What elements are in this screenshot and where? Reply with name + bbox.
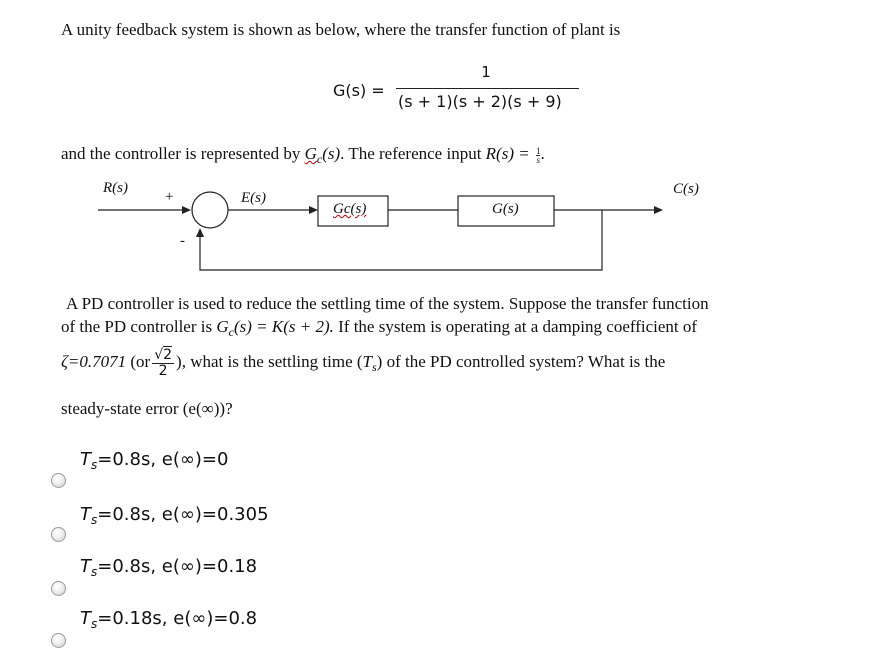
option-3-label: $T_s=0.8s$, e(∞)=0.18	[80, 556, 258, 579]
feedback-arrowhead	[196, 228, 204, 237]
input-arrowhead	[182, 206, 191, 214]
intro-text: A unity feedback system is shown as below, where the transfer function of plant is	[61, 20, 621, 39]
plant-block-label: G(s)	[492, 201, 519, 217]
plant-lhs: G(s) =	[333, 81, 385, 100]
sentence-end: .	[540, 144, 545, 163]
option-1-radio[interactable]	[51, 473, 66, 488]
zeta-value: ζ=0.7071	[61, 351, 127, 371]
gc-arg: (s)	[322, 144, 341, 163]
option-1-label: $T_s=0.8s$, e(∞)=0	[80, 449, 229, 472]
e-label: E(s)	[241, 190, 266, 206]
diagram-lines	[0, 0, 893, 290]
pd-line-2: of the PD controller is $G_c(s) = K(s + 2)$. If the system is operating at a damping coefficient of	[61, 317, 698, 339]
sqrt2-over-2: $\frac{√2}{2}$	[154, 347, 173, 379]
pd-gc-term: $G_c$	[216, 317, 234, 339]
pd-line-1: A PD controller is used to reduce the settling time of the system. Suppose the transfer function	[66, 294, 709, 313]
plus-sign: +	[165, 189, 174, 205]
plant-denominator: (s + 1)(s + 2)(s + 9)	[398, 92, 562, 111]
option-2-label: $T_s=0.8s$, e(∞)=0.305	[80, 504, 269, 527]
pd-equation: (s) = K(s + 2).	[233, 317, 334, 336]
gc-term: $G_c$	[304, 144, 323, 166]
pd-line-4: steady-state error (e(∞))?	[61, 399, 233, 418]
minus-sign: -	[180, 233, 185, 249]
pd-line-3: ζ=0.7071 ($or \frac{√2}{2}$ ), what is the settling time $(T_s)$ of the PD controlled system? What is the	[61, 347, 666, 379]
option-4-label: $T_s=0.18s$, e(∞)=0.8	[80, 608, 258, 631]
plant-numerator: 1	[481, 63, 491, 81]
ts-term: $T_s$	[362, 351, 377, 374]
option-4-radio[interactable]	[51, 633, 66, 648]
controller-sentence-a: and the controller is represented by	[61, 144, 301, 163]
c-label: C(s)	[673, 181, 699, 197]
controller-sentence-b: . The reference input	[340, 144, 482, 163]
r-label: R(s)	[103, 180, 128, 196]
option-2-radio[interactable]	[51, 527, 66, 542]
output-arrowhead	[654, 206, 663, 214]
rs-term: R(s) =	[485, 144, 530, 163]
error-arrowhead	[309, 206, 318, 214]
summing-junction	[192, 192, 228, 228]
rs-fraction: $\frac{1}{s}$	[535, 145, 541, 165]
controller-block-label: Gc(s)	[333, 201, 367, 217]
option-3-radio[interactable]	[51, 581, 66, 596]
